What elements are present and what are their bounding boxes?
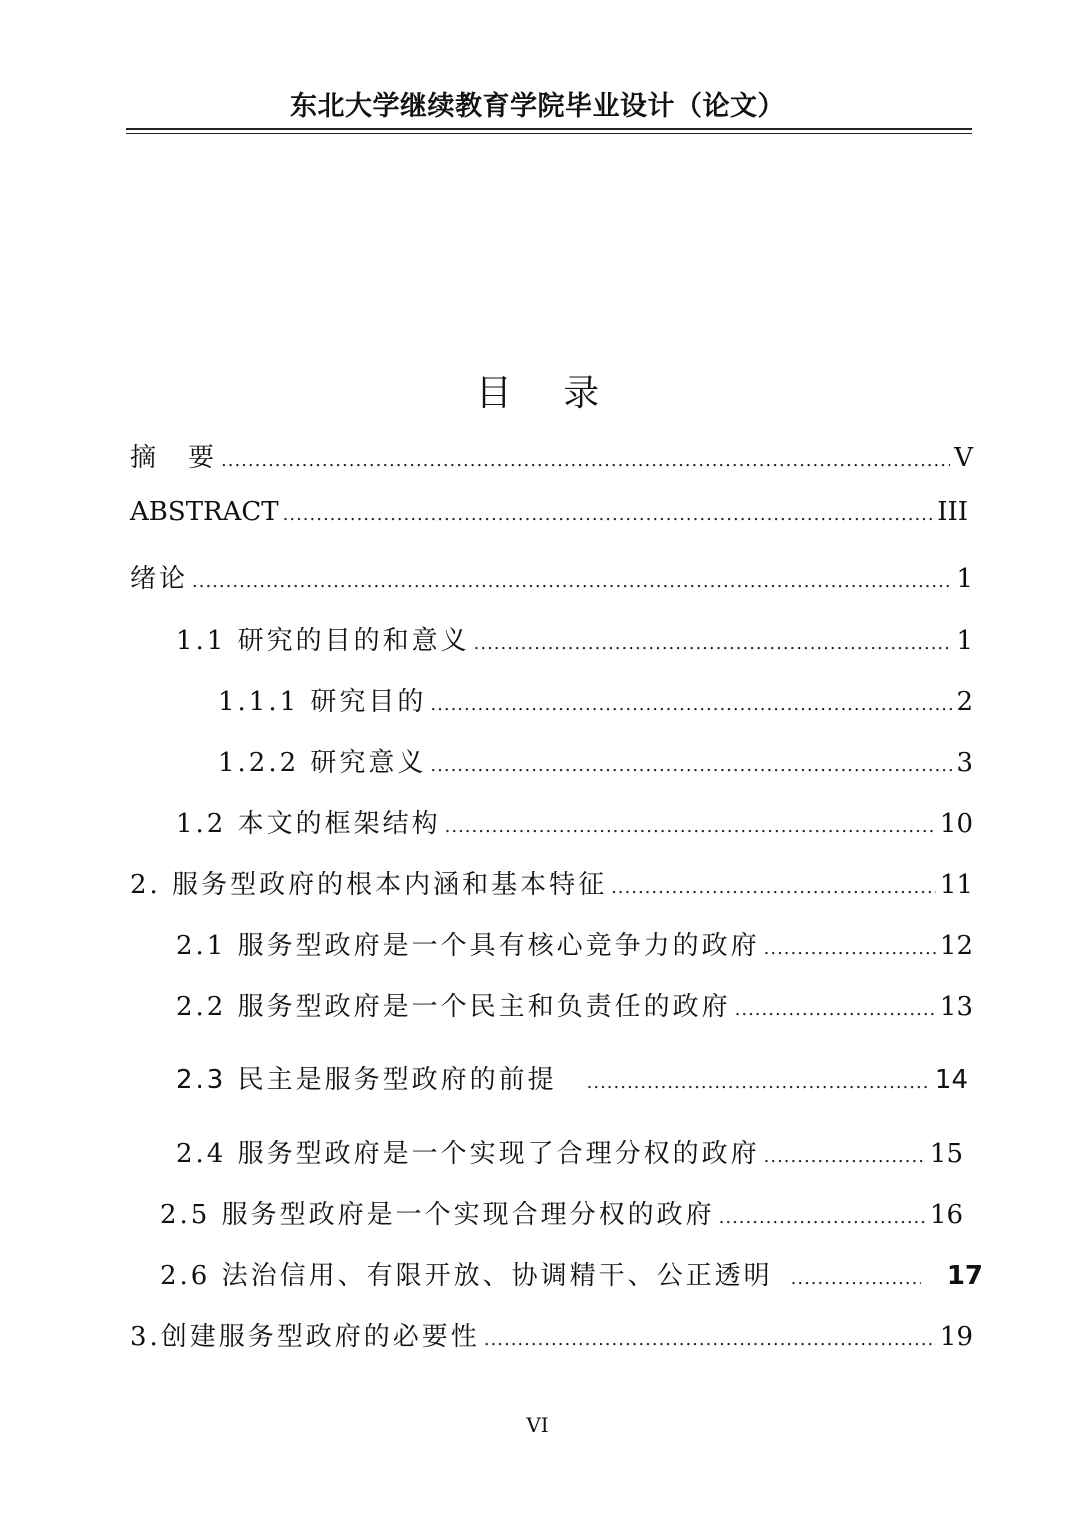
toc-leader-dots [283, 504, 934, 525]
toc-entry[interactable] [176, 1133, 963, 1170]
toc-entry[interactable] [218, 681, 973, 718]
toc-entry[interactable] [218, 742, 973, 779]
page-number: VI [526, 1413, 549, 1437]
toc-entry-page: III [937, 497, 968, 527]
toc-entry-label: 2. 服务型政府的根本内涵和基本特征 [130, 870, 608, 900]
toc-entry-page: 2 [956, 687, 973, 717]
toc-entry-label: ABSTRACT [130, 497, 279, 527]
toc-entry-page: V [954, 443, 973, 473]
toc-entry-label: 2.6 法治信用、有限开放、协调精干、公正透明 [160, 1261, 773, 1291]
toc-leader-dots [430, 694, 952, 715]
toc-leader-dots [221, 450, 950, 471]
toc-entry-label: 1.2 本文的框架结构 [176, 809, 441, 839]
toc-entry-page: 11 [939, 870, 973, 900]
toc-entry-page: 1 [956, 564, 973, 594]
toc-title: 目 录 [475, 373, 620, 414]
toc-entry-page: 17 [946, 1261, 983, 1291]
toc-leader-dots [445, 816, 936, 837]
toc-leader-dots [587, 1072, 931, 1093]
toc-leader-dots [484, 1329, 936, 1350]
toc-entry-label: 摘 要 [130, 443, 218, 473]
toc-entry[interactable] [176, 1059, 968, 1096]
toc-leader-dots [764, 938, 936, 959]
toc-entry-label: 1.2.2 研究意义 [218, 748, 427, 778]
toc-entry-page: 3 [956, 748, 973, 778]
toc-entry-page: 19 [939, 1322, 973, 1352]
toc-leader-dots [735, 999, 936, 1020]
toc-entry[interactable] [176, 925, 973, 962]
toc-entry-page: 15 [929, 1139, 963, 1169]
toc-leader-dots [611, 877, 936, 898]
toc-leader-dots [791, 1268, 921, 1289]
toc-entry-label: 2.2 服务型政府是一个民主和负责任的政府 [176, 992, 731, 1022]
toc-entry-label: 2.1 服务型政府是一个具有核心竞争力的政府 [176, 931, 760, 961]
toc-entry[interactable] [130, 437, 973, 474]
toc-entry-label: 2.4 服务型政府是一个实现了合理分权的政府 [176, 1139, 760, 1169]
toc-entry-page: 12 [939, 931, 973, 961]
toc-entry[interactable] [130, 497, 968, 527]
toc-entry[interactable] [130, 558, 973, 595]
toc-entry-label: 1.1.1 研究目的 [218, 687, 427, 717]
toc-entry[interactable] [176, 986, 973, 1023]
toc-entry[interactable] [176, 620, 973, 657]
toc-entry-page: 14 [934, 1065, 968, 1095]
document-header: 东北大学继续教育学院毕业设计（论文） [290, 91, 785, 122]
toc-entry[interactable] [176, 803, 973, 840]
toc-entry-label: 3.创建服务型政府的必要性 [130, 1322, 480, 1352]
toc-entry-page: 10 [939, 809, 973, 839]
toc-leader-dots [764, 1146, 926, 1167]
toc-entry-page: 1 [956, 626, 973, 656]
toc-entry-page: 16 [929, 1200, 963, 1230]
toc-leader-dots [430, 755, 952, 776]
toc-entry-page: 13 [939, 992, 973, 1022]
toc-entry-label: 2.5 服务型政府是一个实现合理分权的政府 [160, 1200, 715, 1230]
toc-leader-dots [474, 633, 953, 654]
toc-leader-dots [192, 571, 952, 592]
toc-entry-label: 1.1 研究的目的和意义 [176, 626, 470, 656]
toc-entry[interactable] [160, 1194, 963, 1231]
toc-entry[interactable] [130, 864, 973, 901]
toc-entry-label: 绪论 [130, 564, 189, 594]
toc-entry[interactable] [160, 1255, 983, 1292]
toc-leader-dots [719, 1207, 926, 1228]
toc-entry-label: 2.3 民主是服务型政府的前提 [176, 1065, 557, 1095]
toc-entry[interactable] [130, 1316, 973, 1353]
